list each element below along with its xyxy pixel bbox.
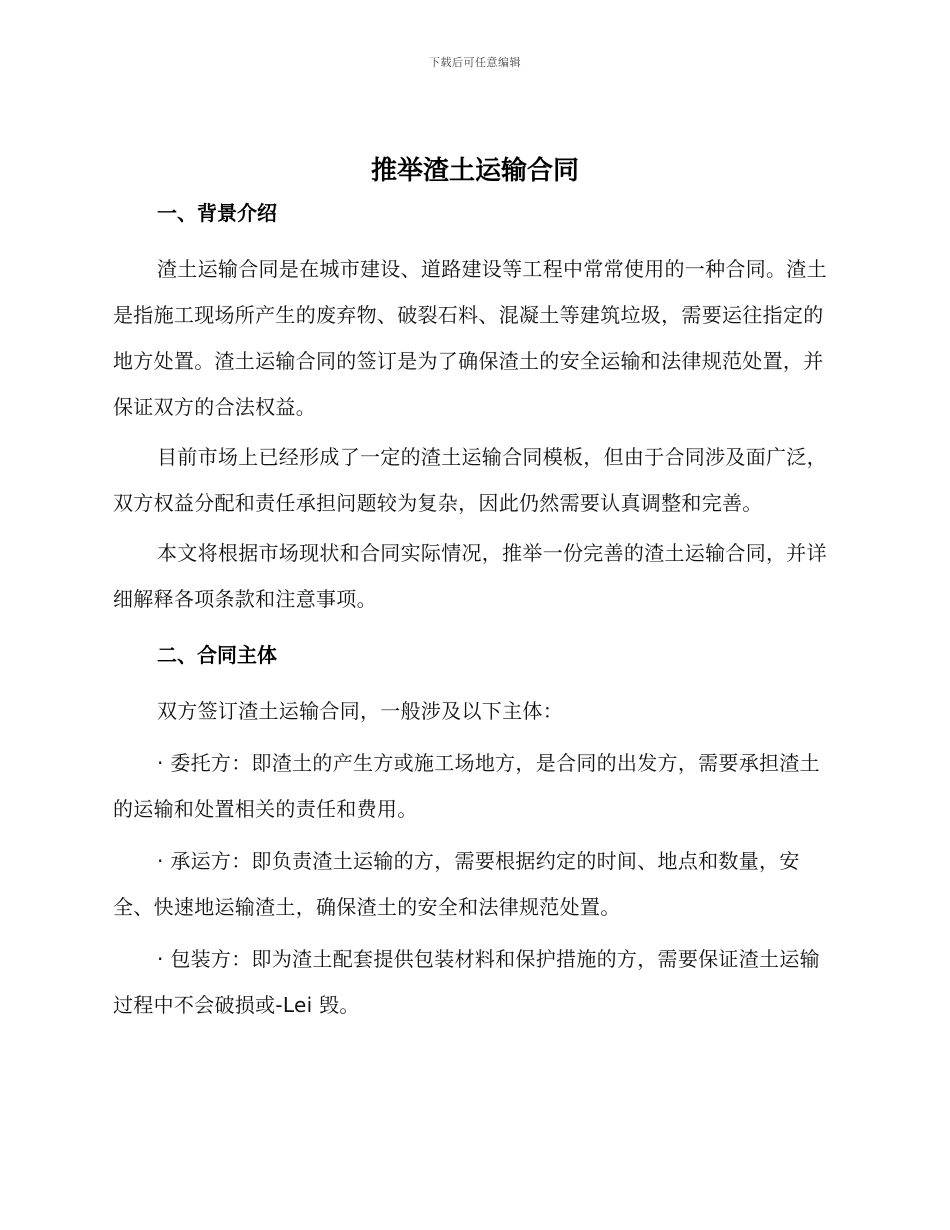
paragraph: 渣土运输合同是在城市建设、道路建设等工程中常常使用的一种合同。渣土是指施工现场所产生的废弃物、破裂石料、混凝土等建筑垃圾，需要运往指定的地方处置。渣土运输合同的签订是为了确保渣土的安全运输和法律规范处置，并保证双方的合法权益。 [113, 257, 827, 419]
paragraph: 双方签订渣土运输合同，一般涉及以下主体： [157, 699, 563, 723]
section-heading-contract-parties: 二、合同主体 [157, 643, 277, 667]
bullet-item-packager: · 包装方：即为渣土配套提供包装材料和保护措施的方，需要保证渣土运输过程中不会破损或-Lei 毁。 [113, 947, 820, 1017]
page-header: 下载后可任意编辑 [429, 56, 521, 69]
bullet-item-carrier: · 承运方：即负责渣土运输的方，需要根据约定的时间、地点和数量，安全、快速地运输渣土，确保渣土的安全和法律规范处置。 [113, 849, 800, 919]
paragraph: 本文将根据市场现状和合同实际情况，推举一份完善的渣土运输合同，并详细解释各项条款和注意事项。 [113, 541, 827, 611]
paragraph: 目前市场上已经形成了一定的渣土运输合同模板，但由于合同涉及面广泛，双方权益分配和责任承担问题较为复杂，因此仍然需要认真调整和完善。 [113, 445, 827, 515]
document-title: 推举渣土运输合同 [370, 156, 579, 186]
bullet-item-client: · 委托方：即渣土的产生方或施工场地方，是合同的出发方，需要承担渣土的运输和处置相关的责任和费用。 [113, 751, 820, 821]
section-heading-background: 一、背景介绍 [157, 201, 277, 225]
document-body [113, 196, 833, 1028]
